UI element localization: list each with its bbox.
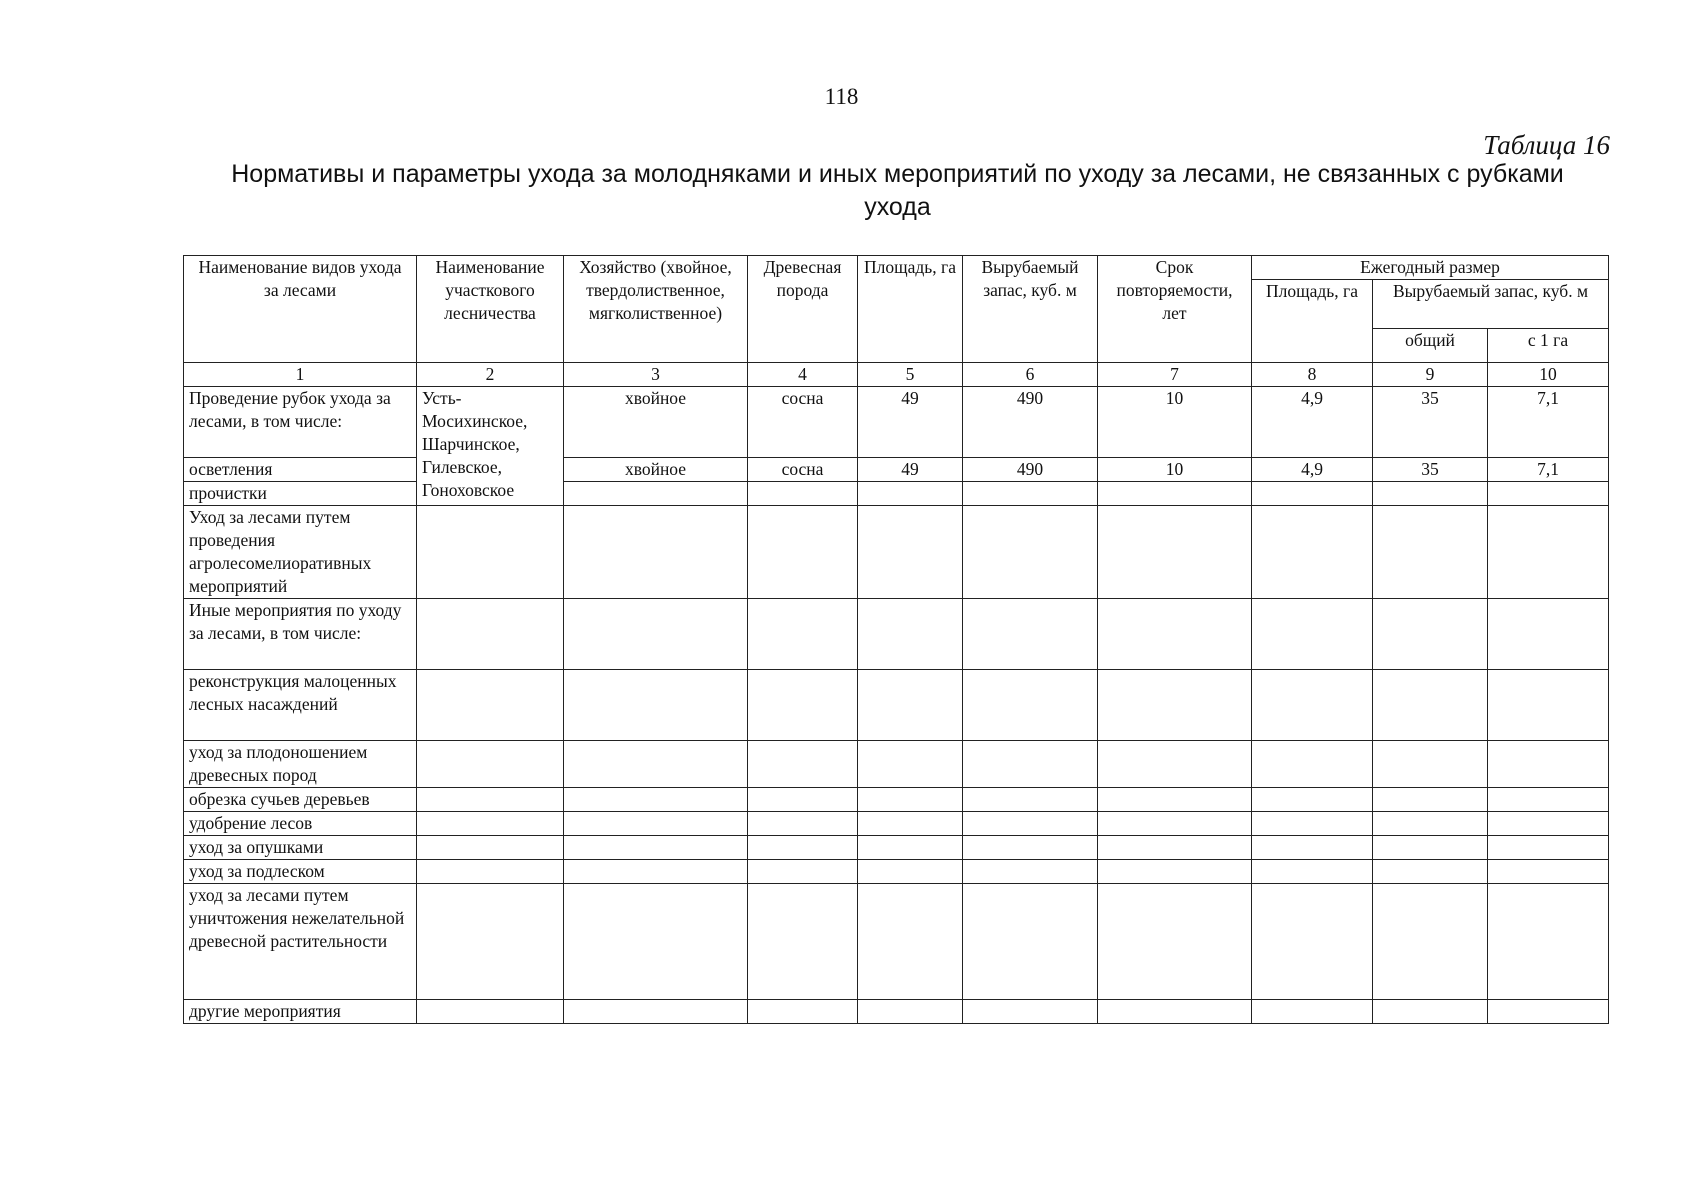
empty-cell [1252,836,1373,860]
table-row [184,860,1609,884]
empty-cell [564,670,748,741]
header-per-ha: с 1 га [1488,329,1609,363]
empty-cell [963,1000,1098,1024]
column-number: 10 [1488,363,1609,387]
empty-cell [748,741,858,788]
row-name: другие мероприятия [184,1000,417,1024]
empty-cell [748,482,858,506]
header-forestry: Наименование участкового лесничества [417,256,564,363]
empty-cell [417,884,564,1000]
empty-cell [564,506,748,599]
empty-cell [1373,884,1488,1000]
empty-cell [1252,741,1373,788]
empty-cell [564,860,748,884]
empty-cell [564,741,748,788]
column-number: 4 [748,363,858,387]
farm-cell: хвойное [564,387,748,458]
empty-cell [1373,1000,1488,1024]
column-number: 8 [1252,363,1373,387]
empty-cell [963,788,1098,812]
empty-cell [1488,599,1609,670]
empty-cell [963,884,1098,1000]
empty-cell [1488,506,1609,599]
empty-cell [1252,599,1373,670]
empty-cell [1098,482,1252,506]
column-number-row [184,363,1609,387]
annual-total-cell: 35 [1373,387,1488,458]
period-cell: 10 [1098,458,1252,482]
empty-cell [417,599,564,670]
header-annual-volume: Вырубаемый запас, куб. м [1373,280,1609,329]
document-title: Нормативы и параметры ухода за молодняками и иных мероприятий по уходу за лесами, не связанных с рубками ухода [231,160,1564,221]
empty-cell [1488,884,1609,1000]
empty-cell [1098,812,1252,836]
empty-cell [963,506,1098,599]
row-name: уход за плодоношением древесных пород [184,741,417,788]
empty-cell [1098,670,1252,741]
empty-cell [417,741,564,788]
empty-cell [1488,670,1609,741]
empty-cell [1373,812,1488,836]
empty-cell [963,670,1098,741]
area-cell: 49 [858,458,963,482]
empty-cell [858,670,963,741]
empty-cell [1488,788,1609,812]
empty-cell [1252,506,1373,599]
empty-cell [1098,860,1252,884]
empty-cell [858,836,963,860]
empty-cell [564,482,748,506]
column-number: 1 [184,363,417,387]
page-number: 118 [824,84,859,109]
empty-cell [858,788,963,812]
empty-cell [417,860,564,884]
column-number: 3 [564,363,748,387]
row-name: Иные мероприятия по уходу за лесами, в том числе: [184,599,417,670]
header-work-type: Наименование видов ухода за лесами [184,256,417,363]
empty-cell [1488,836,1609,860]
header-period: Срок повторяемости, лет [1098,256,1252,363]
header-row [184,256,1609,280]
period-cell: 10 [1098,387,1252,458]
empty-cell [1252,884,1373,1000]
header-species: Древесная порода [748,256,858,363]
empty-cell [858,812,963,836]
empty-cell [963,836,1098,860]
farm-cell: хвойное [564,458,748,482]
empty-cell [564,788,748,812]
empty-cell [748,1000,858,1024]
empty-cell [1373,860,1488,884]
table-row [184,836,1609,860]
empty-cell [963,741,1098,788]
empty-cell [564,812,748,836]
empty-cell [748,860,858,884]
header-volume: Вырубаемый запас, куб. м [963,256,1098,363]
empty-cell [748,670,858,741]
row-name: удобрение лесов [184,812,417,836]
empty-cell [1098,788,1252,812]
empty-cell [1252,860,1373,884]
table-row [184,506,1609,599]
empty-cell [748,788,858,812]
header-annual-area: Площадь, га [1252,280,1373,363]
column-number: 5 [858,363,963,387]
empty-cell [564,599,748,670]
species-cell: сосна [748,387,858,458]
empty-cell [1098,884,1252,1000]
empty-cell [858,482,963,506]
empty-cell [1252,788,1373,812]
empty-cell [564,884,748,1000]
empty-cell [1488,860,1609,884]
empty-cell [1488,812,1609,836]
row-name: Уход за лесами путем проведения агролесомелиоративных мероприятий [184,506,417,599]
empty-cell [858,599,963,670]
column-number: 7 [1098,363,1252,387]
empty-cell [417,1000,564,1024]
per-ha-cell: 7,1 [1488,387,1609,458]
empty-cell [1098,599,1252,670]
table-row [184,599,1609,670]
header-area: Площадь, га [858,256,963,363]
empty-cell [417,670,564,741]
empty-cell [1373,506,1488,599]
empty-cell [1252,1000,1373,1024]
norms-table [183,255,1609,1024]
empty-cell [417,788,564,812]
empty-cell [1373,599,1488,670]
empty-cell [1373,836,1488,860]
row-name: обрезка сучьев деревьев [184,788,417,812]
empty-cell [963,599,1098,670]
row-name: Проведение рубок ухода за лесами, в том числе: [184,387,417,458]
empty-cell [858,1000,963,1024]
row-name: реконструкция малоценных лесных насаждений [184,670,417,741]
empty-cell [1098,506,1252,599]
table-row [184,741,1609,788]
column-number: 9 [1373,363,1488,387]
table-row [184,458,1609,482]
volume-cell: 490 [963,458,1098,482]
table-row [184,788,1609,812]
forestry-names: Усть-Мосихинское, Шарчинское, Гилевское, Гоноховское [417,387,564,506]
empty-cell [1373,670,1488,741]
empty-cell [564,836,748,860]
empty-cell [417,812,564,836]
row-name: осветления [184,458,417,482]
row-name: прочистки [184,482,417,506]
table-row [184,812,1609,836]
table-row [184,884,1609,1000]
annual-area-cell: 4,9 [1252,387,1373,458]
empty-cell [1098,1000,1252,1024]
empty-cell [858,741,963,788]
annual-area-cell: 4,9 [1252,458,1373,482]
empty-cell [1488,741,1609,788]
table-row [184,482,1609,506]
empty-cell [1488,1000,1609,1024]
empty-cell [748,836,858,860]
empty-cell [1098,836,1252,860]
area-cell: 49 [858,387,963,458]
row-name: уход за опушками [184,836,417,860]
empty-cell [963,812,1098,836]
empty-cell [858,506,963,599]
empty-cell [1488,482,1609,506]
empty-cell [1373,788,1488,812]
empty-cell [564,1000,748,1024]
table-label: Таблица 16 [1483,130,1610,160]
volume-cell: 490 [963,387,1098,458]
empty-cell [858,884,963,1000]
empty-cell [417,506,564,599]
column-number: 6 [963,363,1098,387]
annual-total-cell: 35 [1373,458,1488,482]
species-cell: сосна [748,458,858,482]
empty-cell [1252,812,1373,836]
empty-cell [1373,741,1488,788]
empty-cell [748,884,858,1000]
header-farm: Хозяйство (хвойное, твердолиственное, мягколиственное) [564,256,748,363]
empty-cell [748,506,858,599]
per-ha-cell: 7,1 [1488,458,1609,482]
row-name: уход за лесами путем уничтожения нежелательной древесной растительности [184,884,417,1000]
empty-cell [417,836,564,860]
empty-cell [748,599,858,670]
header-annual: Ежегодный размер [1252,256,1609,280]
table-row [184,670,1609,741]
empty-cell [1373,482,1488,506]
table-row [184,1000,1609,1024]
empty-cell [858,860,963,884]
row-name: уход за подлеском [184,860,417,884]
empty-cell [1098,741,1252,788]
empty-cell [963,860,1098,884]
column-number: 2 [417,363,564,387]
header-total: общий [1373,329,1488,363]
table-row [184,387,1609,458]
empty-cell [963,482,1098,506]
empty-cell [1252,670,1373,741]
empty-cell [748,812,858,836]
empty-cell [1252,482,1373,506]
